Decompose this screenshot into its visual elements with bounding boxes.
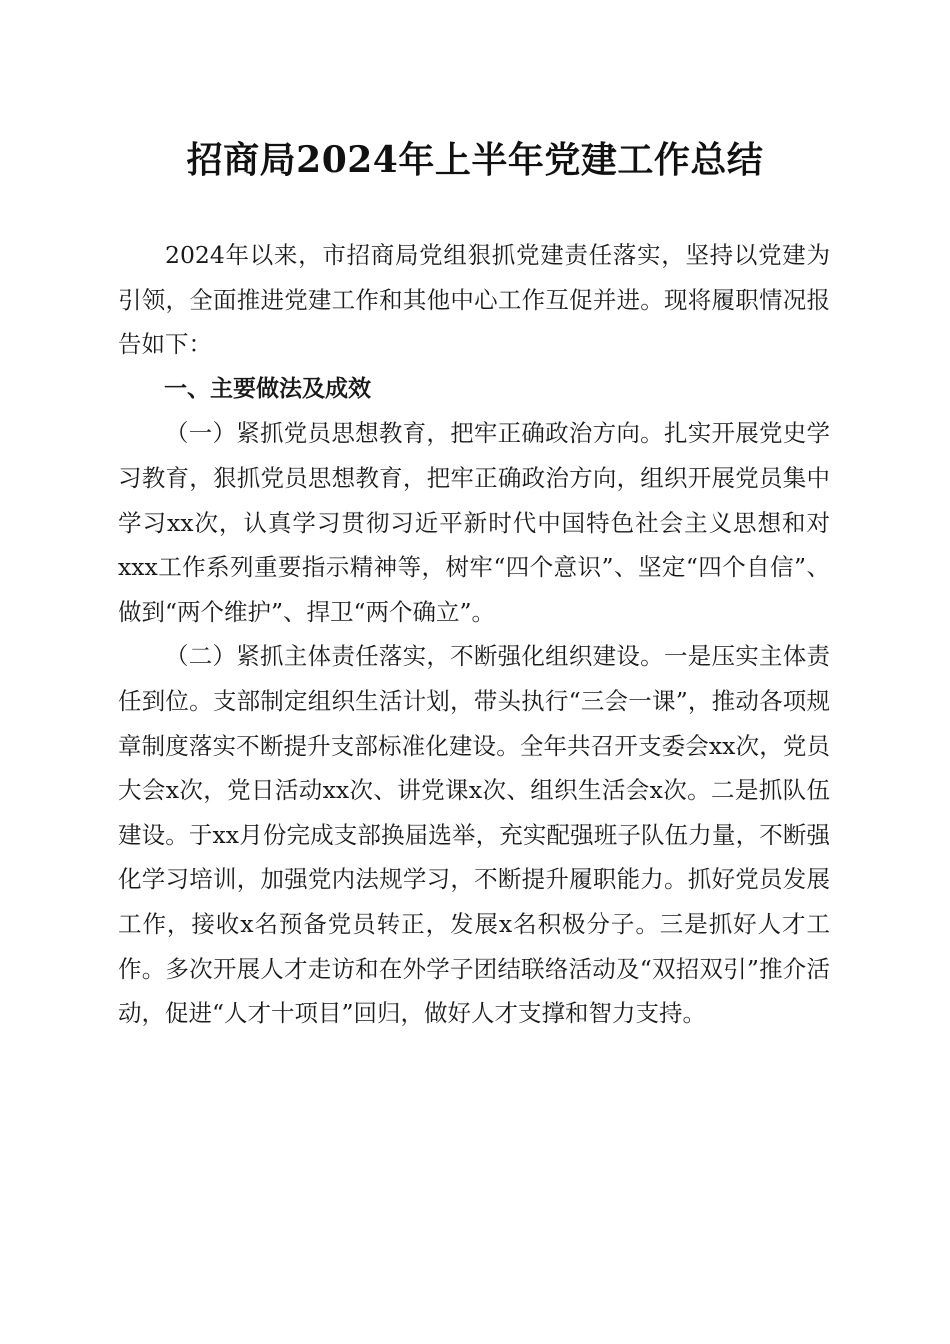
item-paragraph-1	[118, 411, 830, 634]
item-subheading-1: （一）紧抓党员思想教育，把牢正确政治方向。	[165, 419, 664, 448]
document-title: 招商局2024年上半年党建工作总结	[186, 139, 764, 181]
document-body	[118, 233, 830, 1036]
item-text-1: 扎实开展党史学习教育，狠抓党员思想教育，把牢正确政治方向，组织开展党员集中学习xx次，认真学习贯彻习近平新时代中国特色社会主义思想和对xxx工作系列重要指示精神等，树牢“四个意识”、坚定“四个自信”、做到“两个维护”、捍卫“两个确立”。	[118, 419, 831, 626]
item-subheading-2: （二）紧抓主体责任落实，不断强化组织建设。	[165, 642, 664, 671]
intro-paragraph: 2024年以来，市招商局党组狠抓党建责任落实，坚持以党建为引领，全面推进党建工作和其他中心工作互促并进。现将履职情况报告如下：	[118, 241, 830, 359]
item-paragraph-2	[118, 634, 830, 1035]
section-heading-1: 一、主要做法及成效	[164, 375, 371, 402]
item-text-2: 一是压实主体责任到位。支部制定组织生活计划，带头执行“三会一课”，推动各项规章制度落实不断提升支部标准化建设。全年共召开支委会xx次，党员大会x次，党日活动xx次、讲党课x次、组织生活会x次。二是抓队伍建设。于xx月份完成支部换届选举，充实配强班子队伍力量，不断强化学习培训，加强党内法规学习，不断提升履职能力。抓好党员发展工作，接收x名预备党员转正，发展x名积极分子。三是抓好人才工作。多次开展人才走访和在外学子团结联络活动及“双招双引”推介活动，促进“人才十项目”回归，做好人才支撑和智力支持。	[118, 642, 831, 1028]
